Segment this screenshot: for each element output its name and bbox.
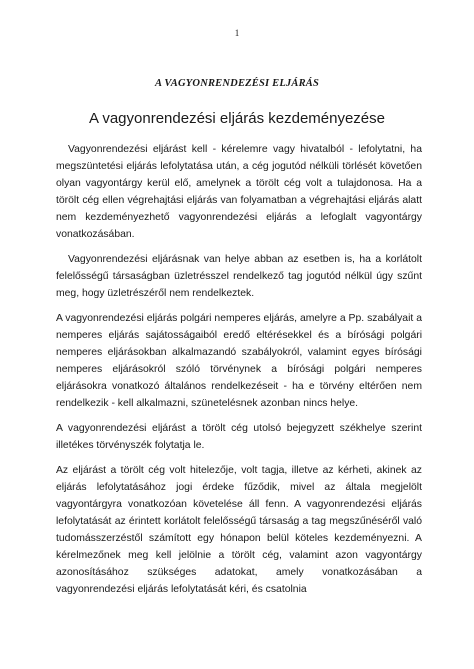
paragraph-4: A vagyonrendezési eljárást a törölt cég utolsó bejegyzett székhelye szerint illetékes törvényszék folytatja le. [56,423,422,451]
paragraph-5: Az eljárást a törölt cég volt hitelezője, volt tagja, illetve az kérheti, akinek az eljárás lefolytatásához jogi érdeke fűződik, mivel az általa megjelölt vagyontárgyra vonatkozóan követelése áll fenn. A vagyonrendezési eljárás lefolytatását az érintett korlátolt felelősségű társaság a tag megszűnéséről való tudomásszerzéstől számított egy hónapon belül köteles kezdeményezni. A kérelmezőnek meg kell jelölnie a törölt cég, valamint azon vagyontárgy azonosításához szükséges adatokat, amely vonatkozásában a vagyonrendezési eljárás lefolytatását kéri, és csatolnia [56,465,422,595]
section-title: A vagyonrendezési eljárás kezdeményezése [88,110,385,127]
paragraph-1: Vagyonrendezési eljárást kell - kérelemre vagy hivatalból - lefolytatni, ha megszüntetési eljárás lefolytatása után, a cég jogutód nélküli törlését követően olyan vagyontárgy kerül elő, amelynek a törölt cég volt a tulajdonosa. Ha a törölt cég ellen végrehajtási eljárás van folyamatban a végrehajtási eljárás alatt nem kezdeményezhető vagyonrendezési eljárás a lefoglalt vagyontárgy vonatkozásában. [56,144,422,240]
paragraph-3: A vagyonrendezési eljárás polgári nemperes eljárás, amelyre a Pp. szabályait a nemperes eljárás sajátosságaiból eredő eltérésekkel és a bírósági polgári nemperes eljárásokban alkalmazandó szabályokról, valamint egyes bírósági nemperes eljárásokról szóló törvénynek a bírósági polgári nemperes eljárásokra vonatkozó általános rendelkezéseit - ha e törvény eltérően nem rendelkezik - kell alkalmazni, szünetelésnek azonban nincs helye. [56,313,422,409]
chapter-title: A VAGYONRENDEZÉSI ELJÁRÁS [154,78,320,89]
body-text [56,141,422,606]
paragraph-2: Vagyonrendezési eljárásnak van helye abban az esetben is, ha a korlátolt felelősségű társaságban üzletrésszel rendelkező tag jogutód nélkül úgy szűnt meg, hogy üzletrészéről nem rendelkeztek. [56,254,422,299]
page-number: 1 [234,28,240,38]
